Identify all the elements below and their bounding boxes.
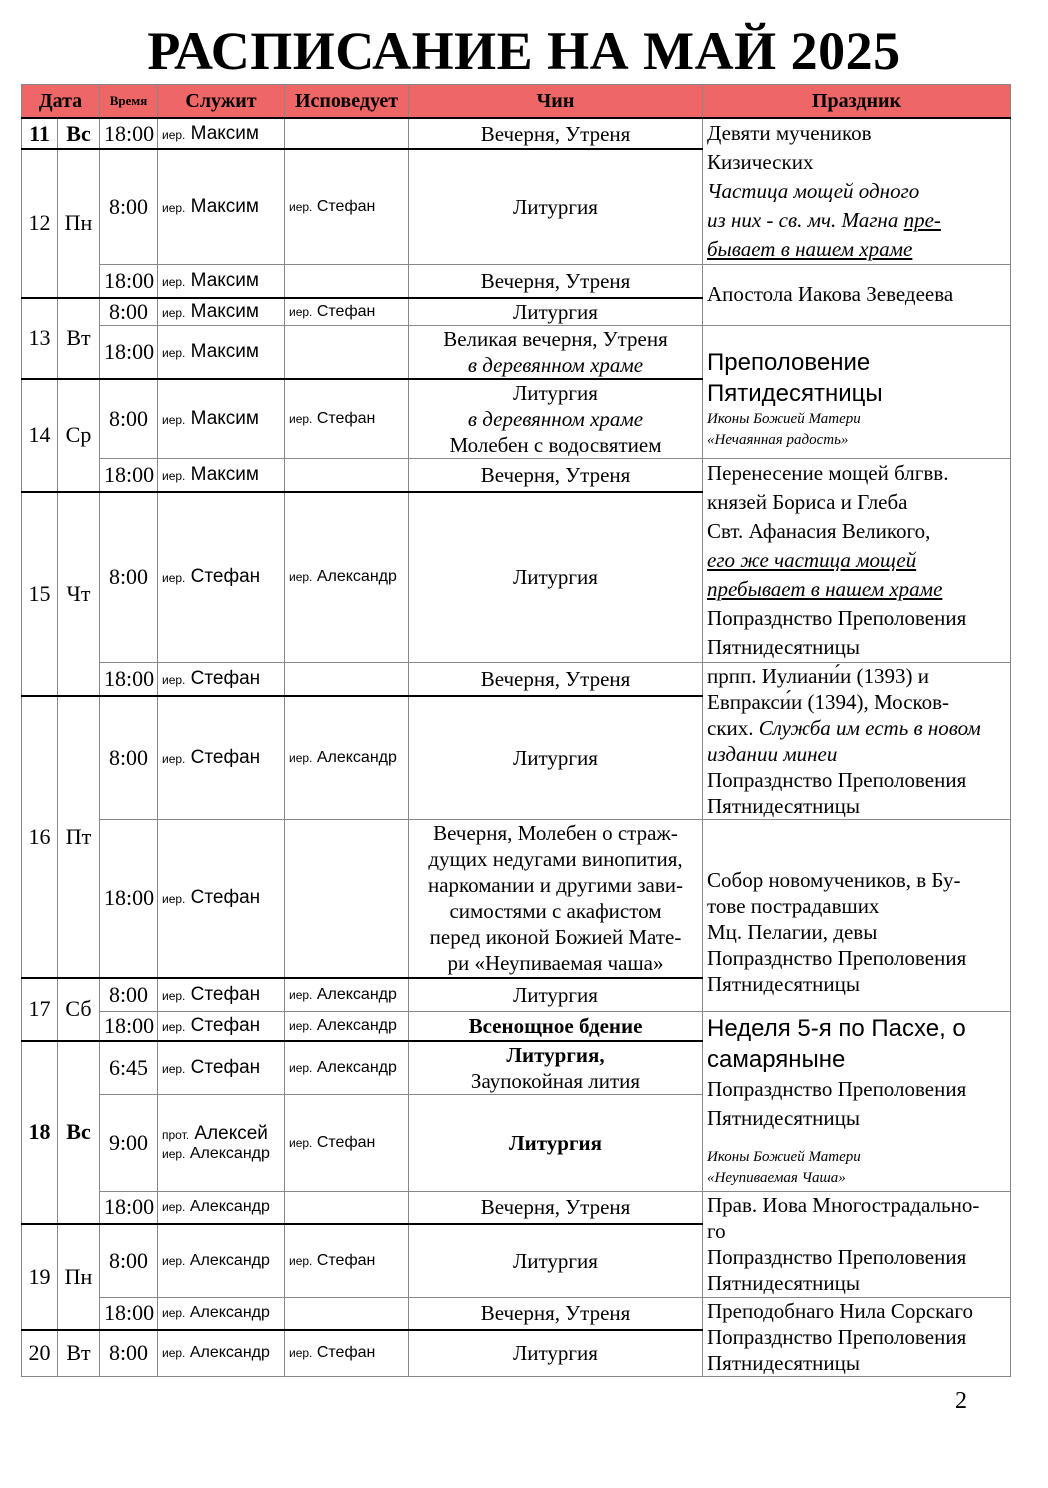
- feast-line: Собор новомучеников, в Бу-: [707, 867, 961, 892]
- rite: Литургия: [409, 1094, 703, 1191]
- day-number: 13: [22, 298, 58, 379]
- page-title: РАСПИСАНИЕ НА МАЙ 2025: [147, 21, 901, 81]
- feast-line: пребывает в нашем храме: [707, 577, 943, 601]
- confessor: иер. Александр: [285, 978, 409, 1012]
- rite: Литургия: [409, 978, 703, 1012]
- feast-line: Иконы Божией Матери: [707, 410, 861, 427]
- feast-line: Преподобнаго Нила Сорскаго: [707, 1298, 973, 1323]
- feast-line: прпп. Иулиани́и (1393) и: [707, 664, 929, 688]
- rite: Вечерня, Утреня: [409, 1297, 703, 1330]
- service-time: 8:00: [100, 149, 158, 265]
- feast-line: «Нечаянная радость»: [707, 431, 849, 448]
- celebrant: иер. Александр: [158, 1191, 285, 1224]
- day-number: 11: [22, 118, 58, 149]
- service-time: 8:00: [100, 1224, 158, 1297]
- header-row: [22, 85, 1011, 119]
- celebrant: иер. Стефан: [158, 663, 285, 696]
- table-row: [22, 663, 1011, 696]
- rite: Литургия: [409, 492, 703, 663]
- celebrant: иер. Стефан: [158, 492, 285, 663]
- confessor: иер. Стефан: [285, 1330, 409, 1376]
- service-time: 8:00: [100, 1330, 158, 1376]
- rite: Литургия: [409, 298, 703, 326]
- rite: Вечерня, Утреня: [409, 265, 703, 298]
- celebrant: иер. Максим: [158, 265, 285, 298]
- table-row: [22, 325, 1011, 379]
- weekday: Ср: [58, 379, 100, 492]
- celebrant: иер. Александр: [158, 1330, 285, 1376]
- service-time: 18:00: [100, 663, 158, 696]
- feast-line: его же частица мощей: [707, 548, 917, 572]
- feast-cell: [703, 118, 1011, 265]
- rite: Вечерня, Утреня: [409, 118, 703, 149]
- feast-line: тове пострадавших: [707, 893, 880, 918]
- service-time: 8:00: [100, 379, 158, 459]
- confessor: [285, 325, 409, 379]
- col-rite: Чин: [409, 85, 703, 119]
- celebrant: иер. Максим: [158, 325, 285, 379]
- table-row: [22, 1012, 1011, 1041]
- weekday: Вс: [58, 118, 100, 149]
- celebrant: иер. Стефан: [158, 820, 285, 978]
- rite: Литургия: [409, 1224, 703, 1297]
- celebrant: иер. Максим: [158, 379, 285, 459]
- table-row: [22, 1191, 1011, 1224]
- feast-line: Попразднство Преполовения: [707, 606, 967, 630]
- feast-cell: [703, 820, 1011, 1012]
- feast-line: Пятнидесятницы: [707, 1106, 860, 1131]
- weekday: Сб: [58, 978, 100, 1041]
- weekday: Пн: [58, 1224, 100, 1330]
- confessor: иер. Стефан: [285, 1224, 409, 1297]
- rite: Вечерня, Утреня: [409, 1191, 703, 1224]
- celebrant: иер. Максим: [158, 149, 285, 265]
- service-time: 18:00: [100, 1012, 158, 1041]
- feast-line: Частица мощей одного: [707, 179, 920, 203]
- service-time: 18:00: [100, 118, 158, 149]
- service-time: 6:45: [100, 1041, 158, 1095]
- rite: Литургия, Заупокойная лития: [409, 1041, 703, 1095]
- confessor: иер. Александр: [285, 492, 409, 663]
- rite: Вечерня, Молебен о страж- дущих недугами винопития, наркомании и другими зави- симостями с акафистом перед иконой Божией Мате- ри «Неупиваемая чаша»: [409, 820, 703, 978]
- feast-line: Пятнидесятницы: [707, 635, 860, 659]
- feast-line: Пятнидесятницы: [707, 1271, 860, 1295]
- rite: Литургия: [409, 1330, 703, 1376]
- feast-line: Свт. Афанасия Великого,: [707, 519, 931, 543]
- feast-line: Попразднство Преполовения: [707, 768, 967, 792]
- celebrant: иер. Александр: [158, 1224, 285, 1297]
- feast-cell: [703, 459, 1011, 663]
- service-time: 18:00: [100, 265, 158, 298]
- feast-line: Попразднство Преполовения: [707, 945, 967, 970]
- weekday: Пт: [58, 696, 100, 978]
- day-number: 12: [22, 149, 58, 298]
- feast-line: Иконы Божией Матери: [707, 1149, 861, 1166]
- confessor: иер. Александр: [285, 696, 409, 820]
- feast-line: Попразднство Преполовения: [707, 1324, 967, 1349]
- confessor: иер. Стефан: [285, 298, 409, 326]
- confessor: [285, 1191, 409, 1224]
- rite: Литургия: [409, 149, 703, 265]
- celebrant: иер. Александр: [158, 1297, 285, 1330]
- feast-line: бывает в нашем храме: [707, 237, 913, 261]
- page-number: 2: [955, 1388, 967, 1414]
- table-row: [22, 118, 1011, 149]
- col-serves: Служит: [158, 85, 285, 119]
- celebrant: прот. Алексей иер. Александр: [158, 1094, 285, 1191]
- table-row: [22, 265, 1011, 298]
- confessor: иер. Стефан: [285, 1094, 409, 1191]
- col-time: Время: [100, 85, 158, 119]
- day-number: 17: [22, 978, 58, 1041]
- feast-line: Перенесение мощей блгвв.: [707, 461, 949, 485]
- confessor: иер. Александр: [285, 1041, 409, 1095]
- service-time: 18:00: [100, 1191, 158, 1224]
- service-time: 9:00: [100, 1094, 158, 1191]
- confessor: [285, 265, 409, 298]
- confessor: иер. Стефан: [285, 149, 409, 265]
- schedule-table: [21, 84, 1011, 1377]
- day-number: 14: [22, 379, 58, 492]
- feast-line: самаряныне: [707, 1046, 846, 1074]
- feast-line: Евпракси́и (1394), Москов-: [707, 690, 950, 714]
- celebrant: иер. Стефан: [158, 696, 285, 820]
- rite: Всенощное бдение: [409, 1012, 703, 1041]
- feast-line: Апостола Иакова Зеведеева: [707, 282, 954, 307]
- confessor: [285, 663, 409, 696]
- celebrant: иер. Максим: [158, 298, 285, 326]
- feast-line: Пятнидесятницы: [707, 971, 860, 996]
- feast-line: Попразднство Преполовения: [707, 1077, 967, 1102]
- weekday: Чт: [58, 492, 100, 696]
- service-time: 8:00: [100, 492, 158, 663]
- day-number: 19: [22, 1224, 58, 1330]
- rite: Вечерня, Утреня: [409, 459, 703, 492]
- service-time: 8:00: [100, 298, 158, 326]
- service-time: 8:00: [100, 696, 158, 820]
- service-time: 18:00: [100, 820, 158, 978]
- col-confession: Исповедует: [285, 85, 409, 119]
- weekday: Вт: [58, 1330, 100, 1376]
- rite: Литургия: [409, 696, 703, 820]
- feast-line: Кизических: [707, 150, 814, 174]
- feast-line: Мц. Пелагии, девы: [707, 919, 878, 944]
- day-number: 15: [22, 492, 58, 696]
- service-time: 18:00: [100, 459, 158, 492]
- feast-cell: [703, 1191, 1011, 1297]
- rite: Вечерня, Утреня: [409, 663, 703, 696]
- feast-line: издании минеи: [707, 742, 838, 766]
- service-time: 18:00: [100, 325, 158, 379]
- feast-line: го: [707, 1219, 726, 1243]
- col-feast: Праздник: [703, 85, 1011, 119]
- feast-cell: [703, 1012, 1011, 1192]
- feast-line: Пятидесятницы: [707, 379, 883, 407]
- celebrant: иер. Стефан: [158, 1041, 285, 1095]
- feast-cell: [703, 325, 1011, 459]
- feast-line: ских. Служба им есть в новом: [707, 716, 981, 740]
- col-date: Дата: [22, 85, 100, 119]
- weekday: Пн: [58, 149, 100, 298]
- celebrant-name: Максим: [190, 122, 259, 144]
- feast-line: князей Бориса и Глеба: [707, 490, 908, 514]
- feast-line: Девяти мучеников: [707, 121, 872, 145]
- weekday: Вт: [58, 298, 100, 379]
- table-row: [22, 820, 1011, 978]
- day-number: 16: [22, 696, 58, 978]
- service-time: 18:00: [100, 1297, 158, 1330]
- service-time: 8:00: [100, 978, 158, 1012]
- celebrant: иер. Максим: [158, 459, 285, 492]
- feast-line: Прав. Иова Многострадально-: [707, 1193, 980, 1217]
- celebrant: иер. Стефан: [158, 1012, 285, 1041]
- feast-line: Пятнидесятницы: [707, 1350, 860, 1375]
- confessor: иер. Стефан: [285, 379, 409, 459]
- confessor: иер. Александр: [285, 1012, 409, 1041]
- feast-cell: [703, 663, 1011, 820]
- confessor: [285, 1297, 409, 1330]
- feast-line: Преполовение: [707, 348, 871, 376]
- feast-cell: [703, 1297, 1011, 1376]
- rite: Великая вечерня, Утреня в деревянном храме: [409, 325, 703, 379]
- day-number: 20: [22, 1330, 58, 1376]
- feast-line: из них - св. мч. Магна пре-: [707, 208, 941, 232]
- feast-line: Пятнидесятницы: [707, 794, 860, 818]
- feast-line: «Неупиваемая Чаша»: [707, 1170, 846, 1187]
- day-number: 18: [22, 1041, 58, 1225]
- table-row: [22, 459, 1011, 492]
- rank: иер.: [162, 127, 186, 142]
- table-row: [22, 1297, 1011, 1330]
- feast-cell: [703, 265, 1011, 326]
- celebrant: иер. Стефан: [158, 978, 285, 1012]
- weekday: Вс: [58, 1041, 100, 1225]
- confessor: [285, 820, 409, 978]
- feast-line: Неделя 5-я по Пасхе, о: [707, 1015, 966, 1043]
- confessor: [285, 118, 409, 149]
- confessor: [285, 459, 409, 492]
- celebrant: [158, 118, 285, 149]
- rite: Литургия в деревянном храме Молебен с водосвятием: [409, 379, 703, 459]
- feast-line: Попразднство Преполовения: [707, 1245, 967, 1269]
